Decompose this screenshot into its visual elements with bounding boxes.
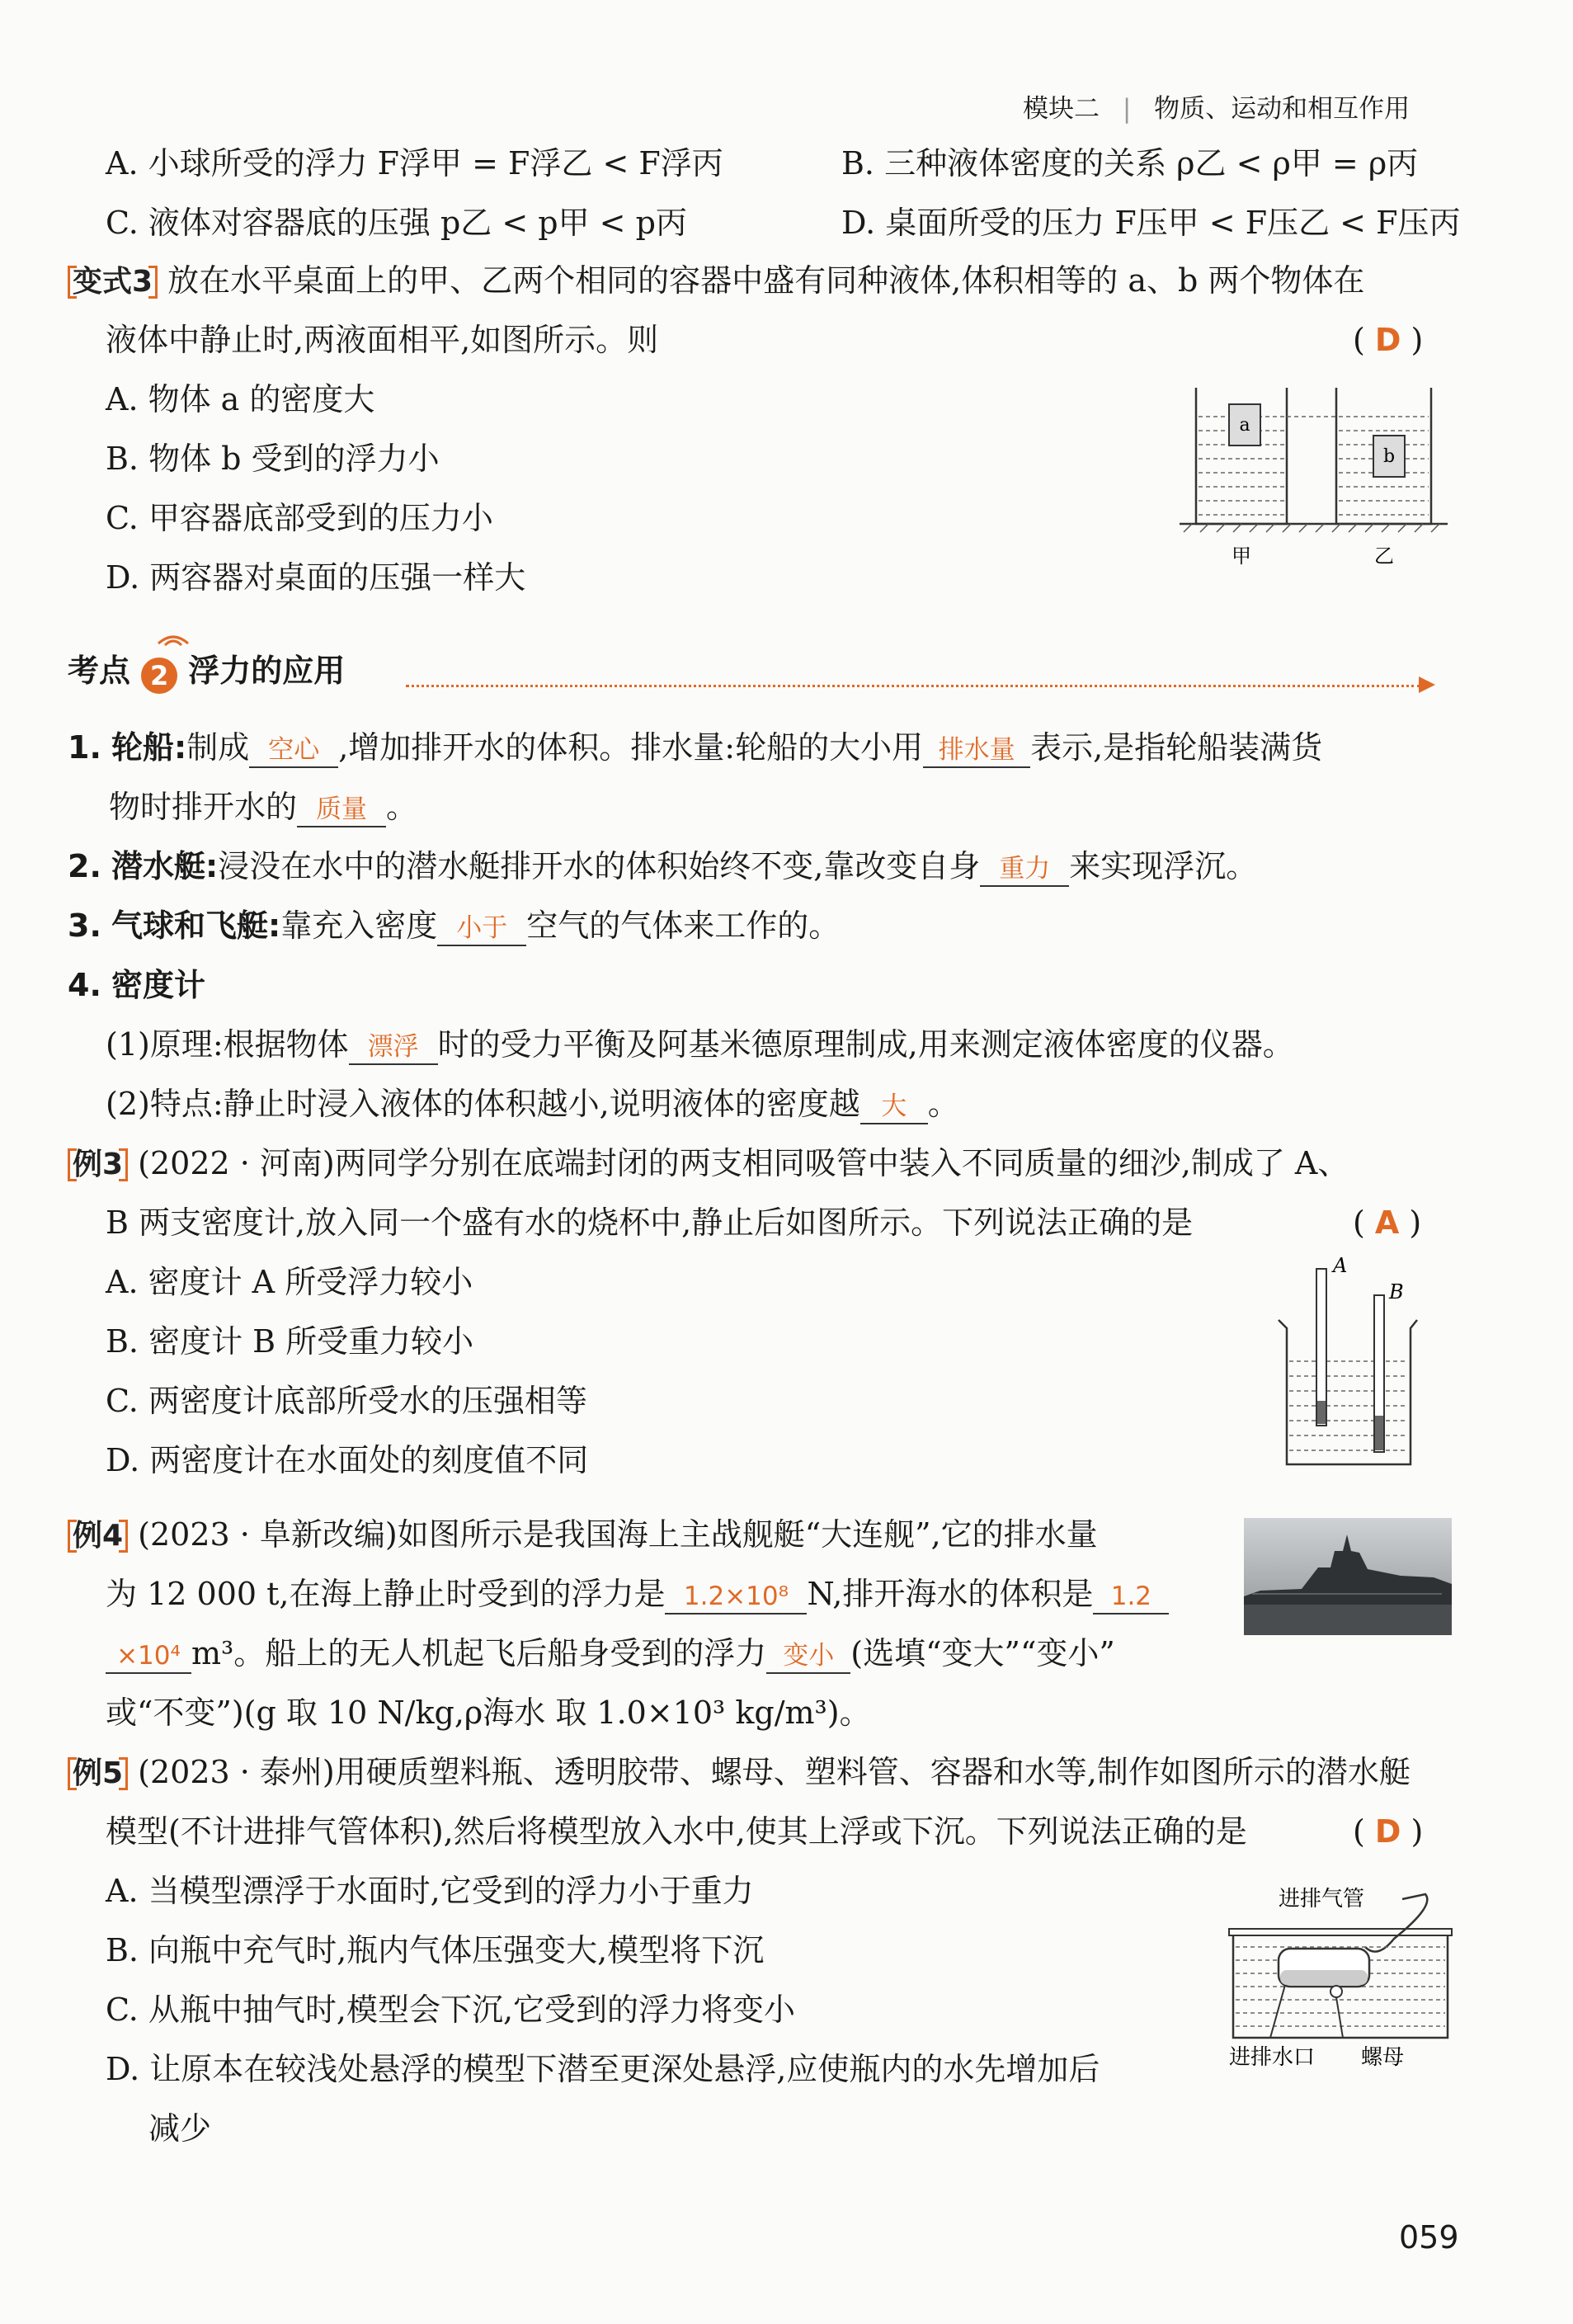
page-number: 059 <box>1399 2219 1459 2256</box>
prev-option-c: C. 液体对容器底的压强 p乙 < p甲 < p丙 <box>106 205 687 241</box>
answer-mass: 质量 <box>297 793 386 827</box>
warship-photo <box>1244 1518 1452 1635</box>
label-nut: 螺母 <box>1361 2045 1405 2070</box>
answer-less-than: 小于 <box>437 912 526 946</box>
ex5-option-a: A. 当模型漂浮于水面时,它受到的浮力小于重力 <box>106 1873 754 1909</box>
kaodian-number: 2 <box>141 658 177 694</box>
ex3-answer-bracket: ( A ) <box>1353 1204 1422 1241</box>
item1-line1: 1. 轮船:制成 空心 ,增加排开水的体积。排水量:轮船的大小用 排水量 表示,是指轮船装满货 <box>68 728 1322 768</box>
variant3-option-b: B. 物体 b 受到的浮力小 <box>106 441 440 477</box>
ex3-option-b: B. 密度计 B 所受重力较小 <box>106 1323 474 1360</box>
heading-dotted-rule <box>406 685 1420 687</box>
header-section: 物质、运动和相互作用 <box>1154 94 1411 124</box>
ex5-tag: 例5 <box>68 1754 128 1794</box>
ex5-answer: D <box>1374 1813 1401 1850</box>
ex4-line1: 例4 (2023 · 阜新改编)如图所示是我国海上主战舰艇“大连舰”,它的排水量 <box>68 1515 1098 1556</box>
header-separator: | <box>1122 94 1132 124</box>
answer-volume-part2: ×10⁴ <box>106 1639 191 1674</box>
answer-buoyancy: 1.2×10⁸ <box>665 1580 807 1615</box>
label-B: B <box>1389 1280 1404 1303</box>
ex5-option-c: C. 从瓶中抽气时,模型会下沉,它受到的浮力将变小 <box>106 1992 796 2028</box>
beaker-figure <box>1262 1254 1427 1477</box>
ex3-line1: 例3 (2022 · 河南)两同学分别在底端封闭的两支相同吸管中装入不同质量的细沙,制成了 A、 <box>68 1143 1349 1185</box>
header <box>1023 87 1410 125</box>
answer-displacement: 排水量 <box>923 733 1030 768</box>
ex3-tag: 例3 <box>68 1145 128 1185</box>
label-yi: 乙 <box>1374 544 1394 568</box>
answer-big: 大 <box>860 1090 928 1124</box>
ex3-option-c: C. 两密度计底部所受水的压强相等 <box>106 1383 587 1419</box>
item4-feature: (2)特点:静止时浸入液体的体积越小,说明液体的密度越 大 。 <box>106 1084 959 1124</box>
ex3-answer: A <box>1374 1204 1400 1241</box>
nut-shape <box>1330 1986 1342 1997</box>
variant3-option-c: C. 甲容器底部受到的压力小 <box>106 500 493 536</box>
ex5-option-b: B. 向瓶中充气时,瓶内气体压强变大,模型将下沉 <box>106 1932 765 1968</box>
ex4-line4: 或“不变”)(g 取 10 N/kg,ρ海水 取 1.0×10³ kg/m³)。 <box>106 1695 871 1731</box>
kaodian-heading <box>68 645 345 694</box>
variant3-answer: D <box>1374 322 1401 358</box>
ex5-option-d-cont: 减少 <box>148 2110 212 2147</box>
variant3-line1 <box>68 261 1364 302</box>
ex3-option-a: A. 密度计 A 所受浮力较小 <box>106 1264 473 1300</box>
ex4-tag: 例4 <box>68 1516 128 1556</box>
item2: 2. 潜水艇:浸没在水中的潜水艇排开水的体积始终不变,靠改变自身 重力 来实现浮沉。 <box>68 846 1257 887</box>
ex5-line1: 例5 (2023 · 泰州)用硬质塑料瓶、透明胶带、螺母、塑料管、容器和水等,制作如图所示的潜水艇 <box>68 1752 1411 1794</box>
variant3-stem1: 放在水平桌面上的甲、乙两个相同的容器中盛有同种液体,体积相等的 a、b 两个物体在 <box>167 262 1365 299</box>
header-module: 模块二 <box>1023 94 1100 124</box>
label-b: b <box>1382 446 1396 467</box>
signal-icon <box>148 624 198 648</box>
variant3-option-a: A. 物体 a 的密度大 <box>106 381 375 417</box>
label-inlet: 进排水口 <box>1229 2045 1316 2070</box>
kaodian-label: 考点 <box>68 653 131 689</box>
prev-option-a: A. 小球所受的浮力 F浮甲 = F浮乙 < F浮丙 <box>106 145 723 181</box>
item4-principle: (1)原理:根据物体 漂浮 时的受力平衡及阿基米德原理制成,用来测定液体密度的仪器。 <box>106 1025 1294 1065</box>
variant3-answer-bracket: ( D ) <box>1353 322 1424 358</box>
ex3-option-d: D. 两密度计在水面处的刻度值不同 <box>106 1442 589 1478</box>
label-jia: 甲 <box>1232 544 1251 568</box>
kaodian-title: 浮力的应用 <box>188 653 346 689</box>
bottle-water <box>1280 1970 1368 1985</box>
sand-a <box>1317 1401 1326 1424</box>
submarine-model-figure <box>1221 1881 1460 2071</box>
prev-option-b: B. 三种液体密度的关系 ρ乙 < ρ甲 = ρ丙 <box>841 145 1419 181</box>
answer-volume-part1: 1.2 <box>1093 1580 1169 1615</box>
arrow-right-icon <box>1419 676 1435 693</box>
containers-figure <box>1171 379 1452 577</box>
item3: 3. 气球和飞艇:靠充入密度 小于 空气的气体来工作的。 <box>68 906 840 946</box>
answer-hollow: 空心 <box>249 733 338 768</box>
ex4-line3: ×10⁴ m³。船上的无人机起飞后船身受到的浮力 变小 (选填“变大”“变小” <box>106 1633 1115 1674</box>
ex5-option-d: D. 让原本在较浅处悬浮的模型下潜至更深处悬浮,应使瓶内的水先增加后 <box>106 2051 1100 2087</box>
answer-gravity: 重力 <box>980 852 1069 887</box>
variant3-option-d: D. 两容器对桌面的压强一样大 <box>106 559 526 596</box>
prev-option-d: D. 桌面所受的压力 F压甲 < F压乙 < F压丙 <box>841 205 1461 241</box>
label-a: a <box>1239 415 1250 436</box>
ex4-line2: 为 12 000 t,在海上静止时受到的浮力是 1.2×10⁸ N,排开海水的体积是 1.2 <box>106 1574 1169 1615</box>
sand-b <box>1375 1416 1383 1450</box>
ex5-answer-bracket: ( D ) <box>1353 1813 1424 1850</box>
answer-smaller: 变小 <box>766 1639 850 1674</box>
item4-head: 4. 密度计 <box>68 967 205 1003</box>
item1-line2: 物时排开水的 质量 。 <box>109 787 417 827</box>
variant3-stem2: 液体中静止时,两液面相平,如图所示。则 <box>106 322 659 358</box>
answer-floating: 漂浮 <box>349 1030 438 1065</box>
ex5-stem2: 模型(不计进排气管体积),然后将模型放入水中,使其上浮或下沉。下列说法正确的是 <box>106 1813 1247 1850</box>
variant3-tag: 变式3 <box>68 262 158 302</box>
ex3-stem2: B 两支密度计,放入同一个盛有水的烧杯中,静止后如图所示。下列说法正确的是 <box>106 1204 1194 1241</box>
label-pipe: 进排气管 <box>1279 1887 1365 1912</box>
label-A: A <box>1333 1254 1348 1277</box>
